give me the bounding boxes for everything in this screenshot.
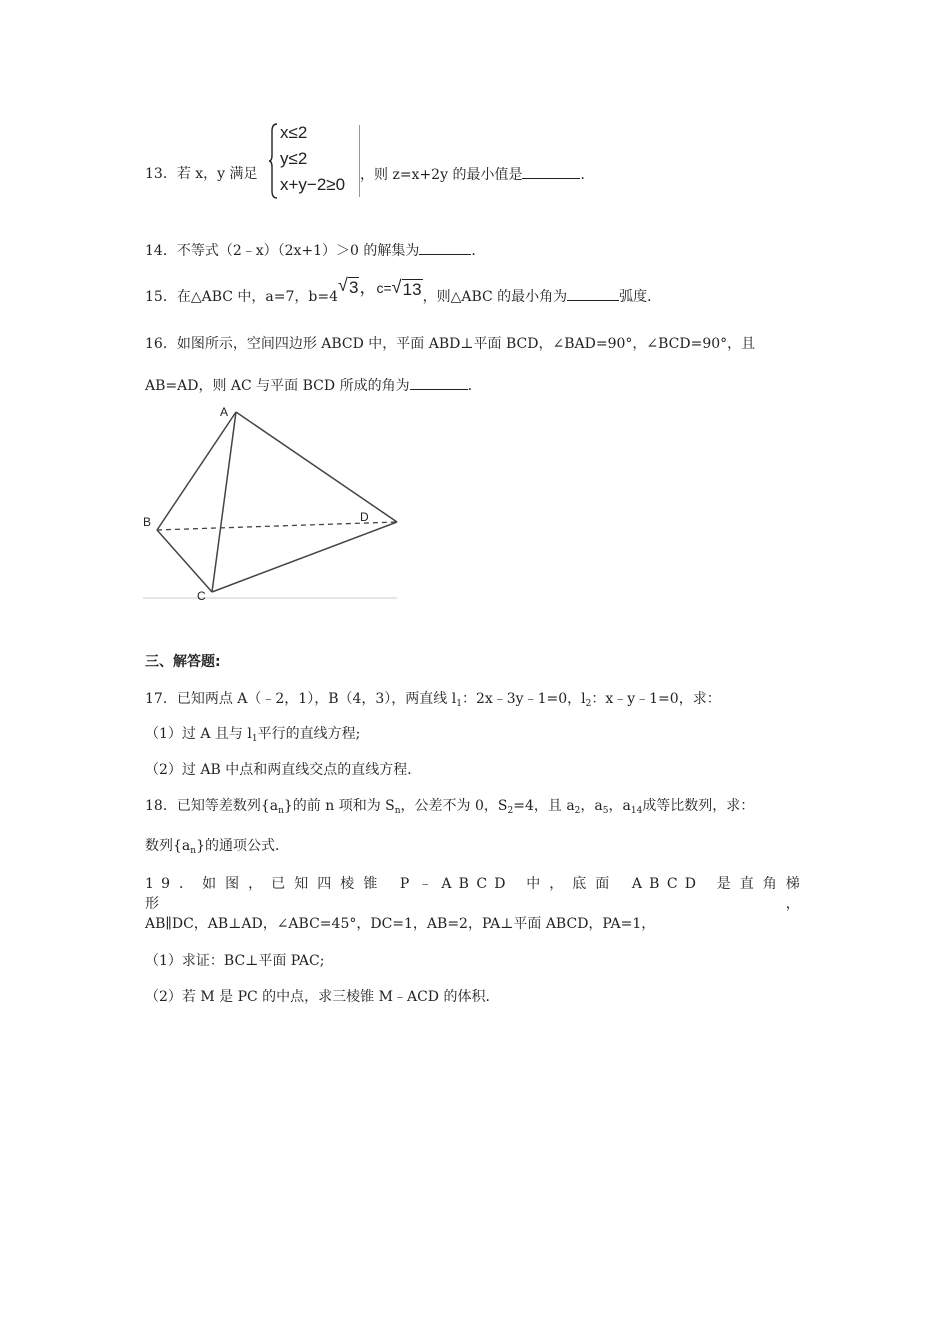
q19-line-1 xyxy=(145,874,807,914)
q15-comma: ， xyxy=(359,278,377,297)
sqrt-3 xyxy=(338,277,359,298)
q15-suffix: ，则△ABC 的最小角为 xyxy=(422,289,568,305)
q19-p1: （1）求证：BC⊥平面 PAC; xyxy=(145,953,325,969)
q18-e: ，a xyxy=(580,798,603,814)
q19-part-2 xyxy=(145,987,499,1007)
q13-constraint-1: x≤2 xyxy=(280,123,308,142)
section-3-title xyxy=(145,652,221,672)
edge-BC xyxy=(157,530,212,592)
q18-d: =4，且 a xyxy=(513,798,575,814)
q17-p1-post: 平行的直线方程; xyxy=(257,726,361,742)
q18-a: 18．已知等差数列{a xyxy=(145,798,279,814)
q13-suffix: ，则 z=x+2y 的最小值是 xyxy=(360,167,523,183)
q15-prefix: 15．在△ABC 中，a=7，b=4 xyxy=(145,289,338,305)
q17-sub-2: 2 xyxy=(585,699,592,709)
b-radicand: 3 xyxy=(349,278,359,297)
q16-line-1 xyxy=(145,334,755,354)
q13-prefix: 13．若 x，y 满足 xyxy=(145,166,258,182)
edge-AC xyxy=(212,412,236,592)
q13-line xyxy=(145,164,258,184)
q18-l2-b: }的通项公式． xyxy=(196,838,289,854)
q13-constraint-3: x+y−2≥0 xyxy=(280,175,346,194)
q18-sub-2b: 2 xyxy=(574,806,581,816)
tetrahedron-diagram xyxy=(140,402,402,602)
q13-constraint-2: y≤2 xyxy=(280,149,308,168)
label-A: A xyxy=(220,405,229,419)
q18-sub-2: 2 xyxy=(507,806,514,816)
q13-end: ． xyxy=(580,167,595,183)
q18-sub-n: n xyxy=(278,806,284,816)
q18-l2-sub-n: n xyxy=(190,846,197,856)
q16-line-2 xyxy=(145,375,482,396)
c-radicand: 13 xyxy=(402,280,422,299)
left-brace-icon xyxy=(268,123,278,199)
q19-text-1: 19．如图，已知四棱锥 P﹣ABCD 中，底面 ABCD 是直角梯形， xyxy=(145,876,807,912)
sqrt-13 xyxy=(392,279,423,300)
q18-sub-n2: n xyxy=(394,806,401,816)
edge-AD xyxy=(236,412,397,522)
q18-sub-14: 14 xyxy=(630,806,643,816)
edge-CD xyxy=(212,522,397,592)
q19-part-1 xyxy=(145,951,324,971)
section-3-text: 三、解答题: xyxy=(145,654,221,670)
q18-b: }的前 n 项和为 S xyxy=(283,798,395,814)
q19-text-2: AB∥DC，AB⊥AD，∠ABC=45°，DC=1，AB=2，PA⊥平面 ABCD，PA=1， xyxy=(145,916,656,932)
q13-answer-blank xyxy=(522,164,580,179)
q18-f: ，a xyxy=(608,798,631,814)
tetrahedron-figure xyxy=(140,402,402,602)
q18-line-2 xyxy=(145,836,289,861)
q15-end: 弧度． xyxy=(619,289,662,305)
q18-sub-5: 5 xyxy=(602,806,609,816)
q17-part-1 xyxy=(145,724,360,749)
q17-stem-post: ：x﹣y﹣1=0，求： xyxy=(591,691,721,707)
q15-answer-blank xyxy=(567,286,619,301)
q17-stem-pre: 17．已知两点 A（﹣2，1），B（4，3），两直线 l xyxy=(145,691,457,707)
q17-p1-sub: 1 xyxy=(251,734,258,744)
q18-l2-a: 数列{a xyxy=(145,838,191,854)
sqrt-icon: √ xyxy=(391,277,402,297)
q15-line xyxy=(145,275,662,307)
q17-stem-mid: ：2x﹣3y﹣1=0，l xyxy=(461,691,586,707)
q14-answer-blank xyxy=(419,240,471,255)
q13-tail xyxy=(360,164,594,185)
q16-end: ． xyxy=(467,378,482,394)
sqrt-icon: √ xyxy=(338,275,348,295)
q18-c: ，公差不为 0，S xyxy=(400,798,508,814)
q16-text-1: 16．如图所示，空间四边形 ABCD 中，平面 ABD⊥平面 BCD，∠BAD=90°，∠BCD=90°，且 xyxy=(145,336,756,352)
label-D: D xyxy=(360,510,369,524)
q17-part-2 xyxy=(145,760,421,780)
q14-line xyxy=(145,240,485,261)
q17-p1-pre: （1）过 A 且与 l xyxy=(145,726,252,742)
q13-constraint-system xyxy=(268,123,360,199)
label-B: B xyxy=(143,515,152,529)
edge-AB xyxy=(157,412,236,530)
q14-text: 14．不等式（2﹣x）（2x+1）＞0 的解集为 xyxy=(145,243,420,259)
q16-text-2: AB=AD，则 AC 与平面 BCD 所成的角为 xyxy=(145,378,410,394)
q18-g: 成等比数列，求： xyxy=(642,798,755,814)
system-divider xyxy=(359,125,360,197)
q17-sub-1: 1 xyxy=(456,699,462,709)
q18-line-1 xyxy=(145,796,754,821)
q17-stem xyxy=(145,689,721,714)
q16-answer-blank xyxy=(410,375,468,390)
c-prefix: c= xyxy=(376,280,392,296)
label-C: C xyxy=(197,589,206,602)
q19-p2: （2）若 M 是 PC 的中点，求三棱锥 M﹣ACD 的体积． xyxy=(145,989,500,1005)
q14-end: ． xyxy=(471,243,486,259)
q19-line-2 xyxy=(145,914,655,934)
q17-p2: （2）过 AB 中点和两直线交点的直线方程． xyxy=(145,762,422,778)
